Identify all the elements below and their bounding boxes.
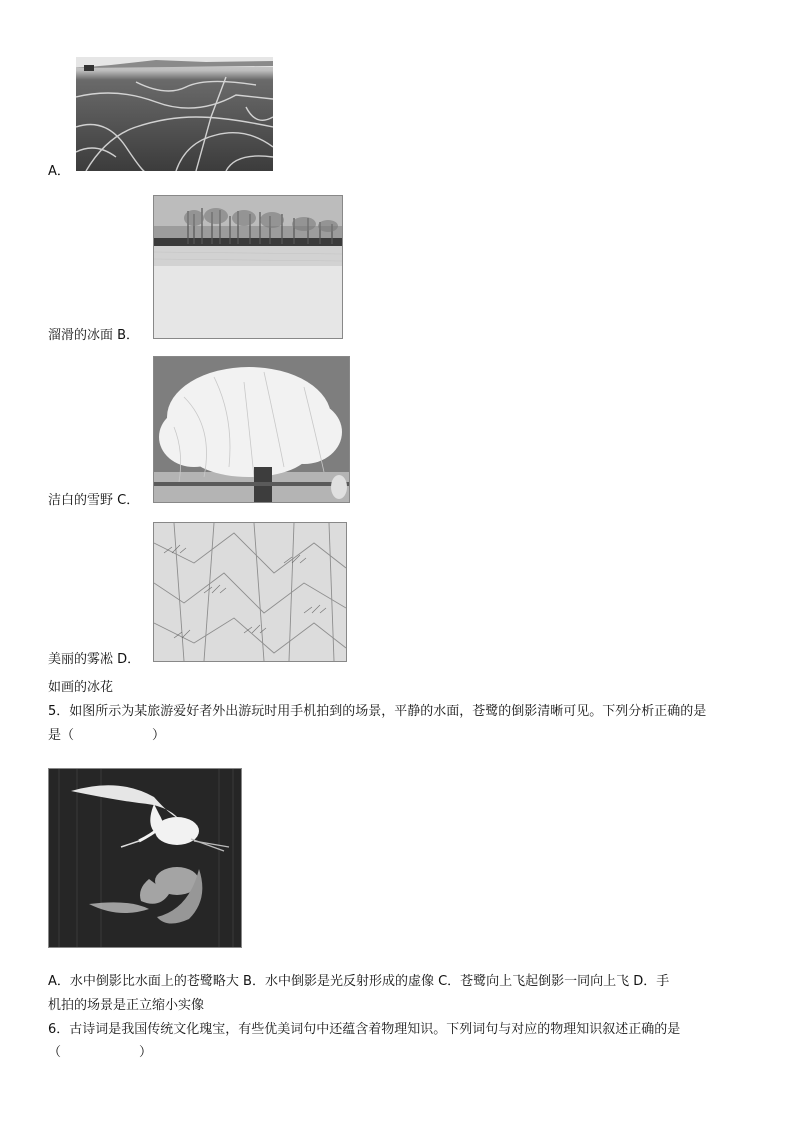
question-5-text-line2: 是（ ） — [48, 728, 166, 743]
ice-surface-photo — [76, 57, 273, 171]
question-6-text-line1: 6．古诗词是我国传统文化瑰宝，有些优美词句中还蕴含着物理知识。下列词句与对应的物理知识叙述正确的是 — [48, 1022, 681, 1037]
heron-reflection-photo — [48, 768, 242, 948]
option-c-label: 洁白的雪野 C． — [48, 493, 140, 508]
question-5-options-line1: A．水中倒影比水面上的苍鹭略大 B．水中倒影是光反射形成的虚像 C．苍鹭向上飞起倒影一同向上飞 D．手 — [48, 974, 670, 989]
ice-flower-photo — [153, 522, 347, 662]
rime-tree-photo — [153, 356, 350, 503]
question-5-text-line1: 5．如图所示为某旅游爱好者外出游玩时用手机拍到的场景，平静的水面，苍鹭的倒影清晰可见。下列分析正确的是 — [48, 704, 707, 719]
snow-field-photo — [153, 195, 343, 339]
option-a-label: A． — [48, 164, 70, 179]
option-b-label: 溜滑的冰面 B． — [48, 328, 140, 343]
question-6-text-line2: （ ） — [48, 1045, 153, 1060]
question-5-options-line2: 机拍的场景是正立缩小实像 — [48, 998, 205, 1013]
option-d-label: 美丽的雾凇 D． — [48, 652, 141, 667]
option-d-caption: 如画的冰花 — [48, 680, 114, 695]
